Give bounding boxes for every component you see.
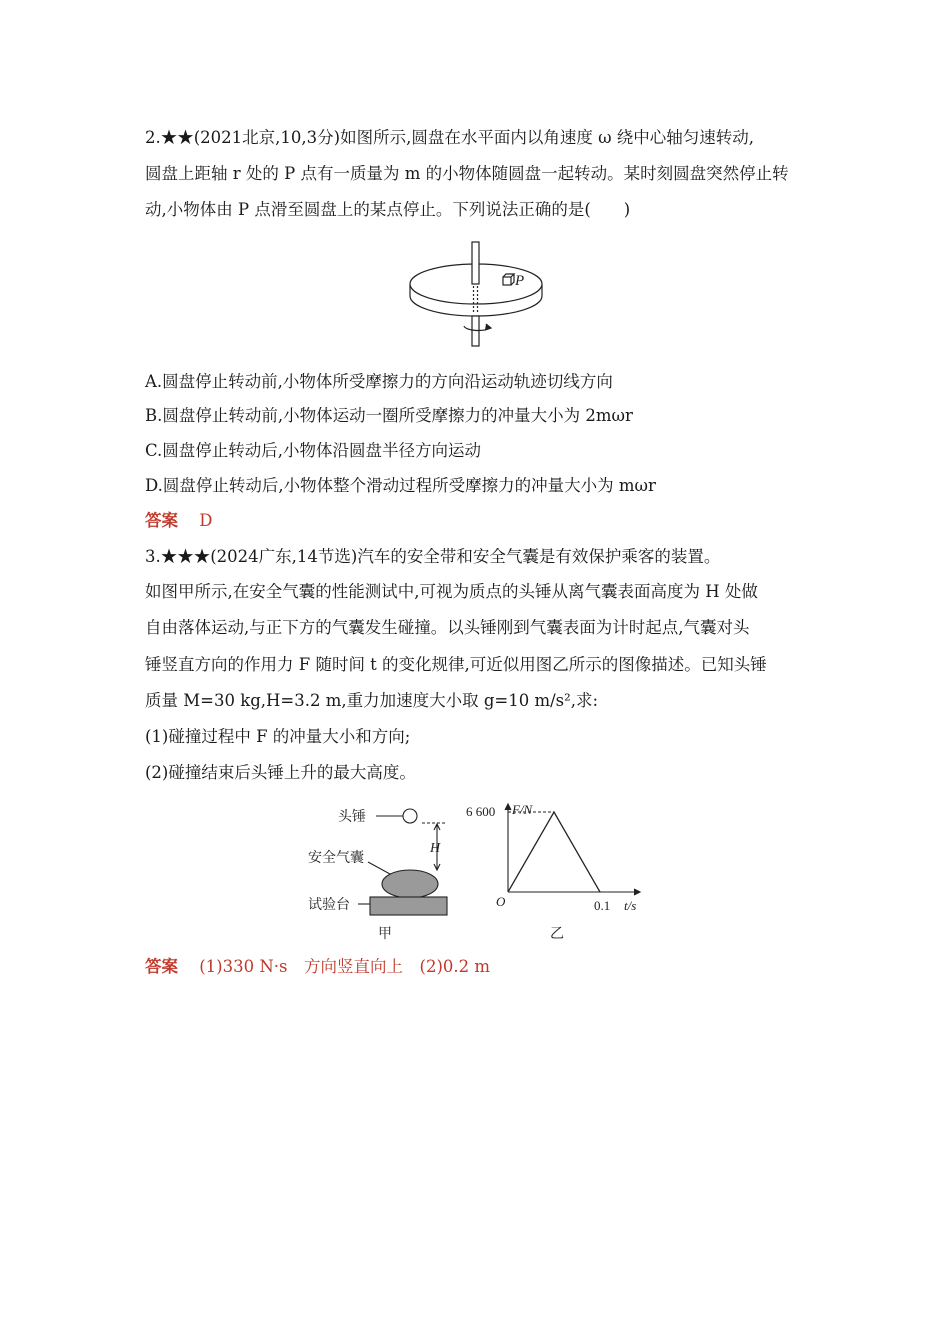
q2-line-2: 圆盘上距轴 r 处的 P 点有一质量为 m 的小物体随圆盘一起转动。某时刻圆盘突然停止转 <box>145 164 789 183</box>
q2-option-a: A.圆盘停止转动前,小物体所受摩擦力的方向沿运动轨迹切线方向 <box>145 372 613 391</box>
q3-line-2: 如图甲所示,在安全气囊的性能测试中,可视为质点的头锤从离气囊表面高度为 H 处做 <box>145 582 758 601</box>
origin-label: O <box>496 894 506 909</box>
q3-line-5: 质量 M=30 kg,H=3.2 m,重力加速度大小取 g=10 m/s²,求: <box>145 691 599 710</box>
q3-line-7: (2)碰撞结束后头锤上升的最大高度。 <box>145 763 416 782</box>
q3-line-6: (1)碰撞过程中 F 的冲量大小和方向; <box>145 727 411 746</box>
height-label: H <box>430 841 441 856</box>
y-tick-label: 6 600 <box>466 804 496 819</box>
rotating-disk-figure <box>402 238 550 352</box>
airbag-test-figure <box>300 800 460 945</box>
x-axis-label: t/s <box>624 898 637 913</box>
q2-option-b: B.圆盘停止转动前,小物体运动一圈所受摩擦力的冲量大小为 2mωr <box>145 406 633 425</box>
q3-line-1: 3.★★★(2024广东,14节选)汽车的安全带和安全气囊是有效保护乘客的装置。 <box>145 547 721 566</box>
q2-answer-value: D <box>199 511 213 530</box>
head-hammer-label: 头锤 <box>338 810 366 825</box>
q2-option-d: D.圆盘停止转动后,小物体整个滑动过程所受摩擦力的冲量大小为 mωr <box>145 476 656 495</box>
q3-answer <box>145 955 815 979</box>
q2-answer <box>145 509 815 533</box>
q2-answer-label: 答案 <box>145 511 178 530</box>
test-table-label: 试验台 <box>308 898 350 913</box>
airbag-label: 安全气囊 <box>308 851 364 866</box>
force-time-graph <box>460 800 650 945</box>
q2-line-3: 动,小物体由 P 点滑至圆盘上的某点停止。下列说法正确的是( ) <box>145 200 631 219</box>
q2-option-c: C.圆盘停止转动后,小物体沿圆盘半径方向运动 <box>145 441 482 460</box>
disk-point-label: P <box>515 273 525 289</box>
figure-yi-caption: 乙 <box>550 927 564 942</box>
q3-line-3: 自由落体运动,与正下方的气囊发生碰撞。以头锤刚到气囊表面为计时起点,气囊对头 <box>145 618 750 637</box>
q3-line-4: 锤竖直方向的作用力 F 随时间 t 的变化规律,可近似用图乙所示的图像描述。已知头锤 <box>145 655 767 674</box>
q3-answer-label: 答案 <box>145 957 178 976</box>
y-axis-label: F/N <box>512 802 533 817</box>
q3-answer-value: (1)330 N·s 方向竖直向上 (2)0.2 m <box>199 957 491 976</box>
force-series-line <box>508 812 600 892</box>
x-tick-label: 0.1 <box>594 898 611 913</box>
figure-jia-caption: 甲 <box>378 927 392 942</box>
q2-line-1: 2.★★(2021北京,10,3分)如图所示,圆盘在水平面内以角速度 ω 绕中心轴匀速转动, <box>145 128 755 147</box>
